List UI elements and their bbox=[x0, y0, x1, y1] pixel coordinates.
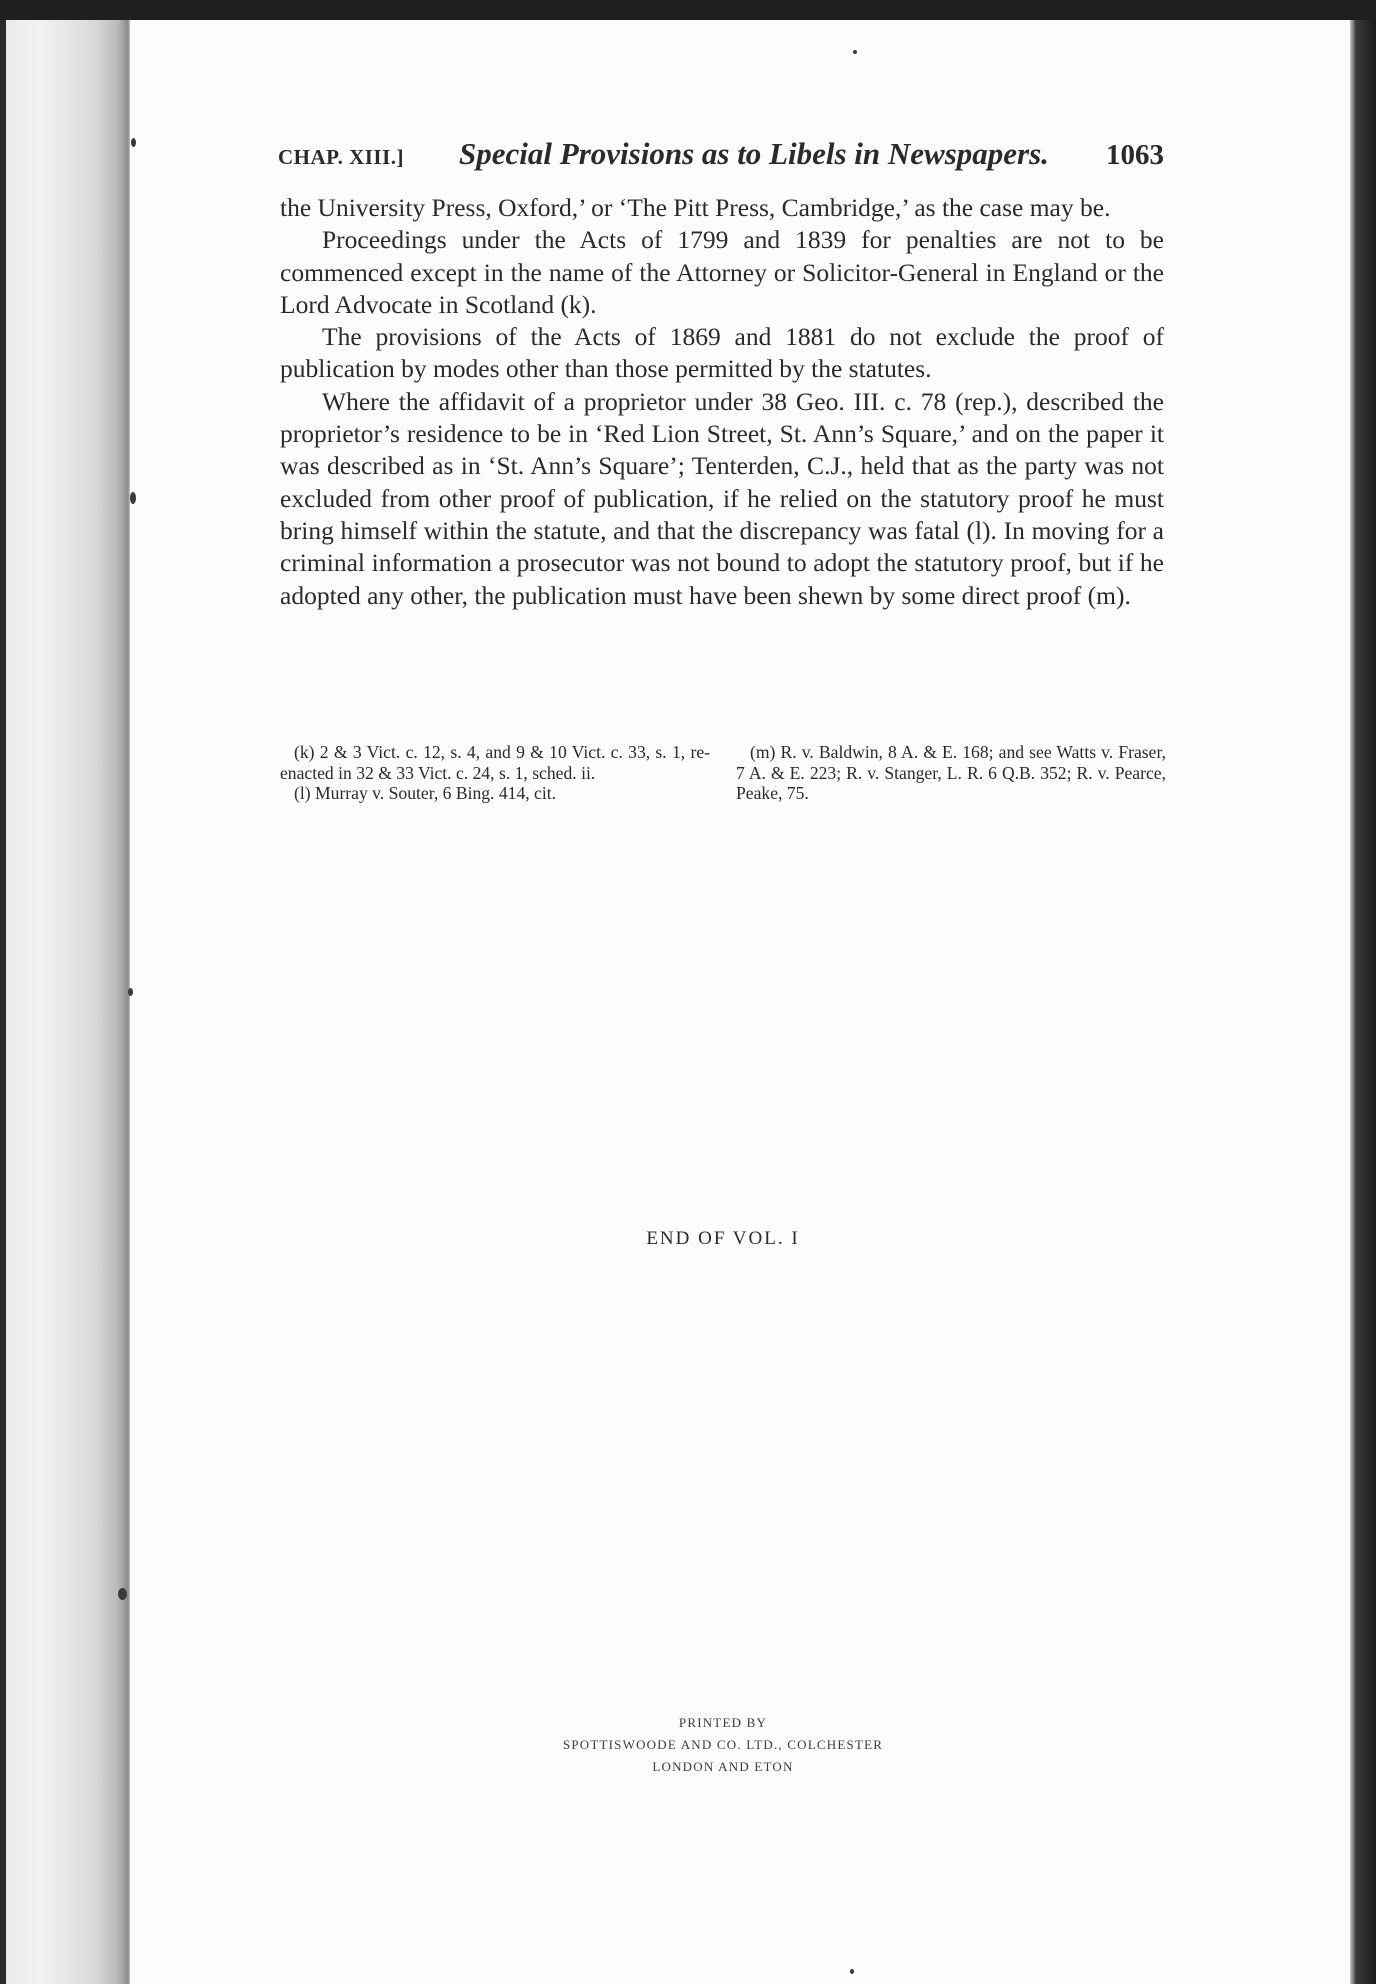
binding-speck bbox=[118, 1588, 127, 1600]
page-number: 1063 bbox=[1106, 139, 1164, 171]
body-text bbox=[280, 192, 1164, 612]
binding-speck bbox=[128, 988, 133, 996]
page-speck bbox=[850, 1969, 854, 1974]
running-title: Special Provisions as to Libels in Newspapers. bbox=[459, 136, 1049, 171]
footnotes bbox=[280, 742, 1166, 804]
paragraph: Proceedings under the Acts of 1799 and 1839 for penalties are not to be commenced except in the name of the Attorney or Solicitor-General in England or the Lord Advocate in Scotland (k). bbox=[280, 225, 1164, 319]
footnote-l: (l) Murray v. Souter, 6 Bing. 414, cit. bbox=[294, 783, 557, 804]
footnote-k: (k) 2 & 3 Vict. c. 12, s. 4, and 9 & 10 Vict. c. 33, s. 1, re-enacted in 32 & 33 Vict. c. 24, s. 1, sched. ii. bbox=[280, 742, 710, 783]
running-head bbox=[278, 136, 1164, 176]
footnotes-right-column bbox=[736, 742, 1166, 804]
imprint-line: LONDON AND ETON bbox=[652, 1759, 794, 1774]
scan-left-border bbox=[0, 20, 6, 1984]
printer-imprint bbox=[280, 1712, 1166, 1778]
scan-right-border bbox=[1350, 20, 1376, 1984]
footnotes-left-column bbox=[280, 742, 710, 804]
paragraph: Where the affidavit of a proprietor under 38 Geo. III. c. 78 (rep.), described the proprietor’s residence to be in ‘Red Lion Street, St. Ann’s Square,’ and on the paper it was described as in ‘St. Ann’s Square’; Tenterden, C.J., held that as the party was not excluded from other proof of publication, if he relied on the statutory proof he must bring himself within the statute, and that the discrepancy was fatal (l). In moving for a criminal information a prosecutor was not bound to adopt the statutory proof, but if he adopted any other, the publication must have been shewn by some direct proof (m). bbox=[280, 386, 1164, 610]
binding-speck bbox=[131, 138, 136, 147]
imprint-line: PRINTED BY bbox=[678, 1715, 768, 1730]
scan-top-border bbox=[0, 0, 1376, 20]
footnote-m: (m) R. v. Baldwin, 8 A. & E. 168; and see Watts v. Fraser, 7 A. & E. 223; R. v. Stanger, L. R. 6 Q.B. 352; R. v. Pearce, Peake, 75. bbox=[736, 742, 1166, 804]
paragraph: The provisions of the Acts of 1869 and 1881 do not exclude the proof of publication by modes other than those permitted by the statutes. bbox=[280, 322, 1164, 384]
chapter-label: CHAP. XIII.] bbox=[278, 145, 404, 169]
paragraph: the University Press, Oxford,’ or ‘The Pitt Press, Cambridge,’ as the case may be. bbox=[280, 193, 1111, 222]
end-of-volume: END OF VOL. I bbox=[646, 1228, 800, 1249]
book-gutter-shadow bbox=[0, 20, 130, 1984]
imprint-line: SPOTTISWOODE AND CO. LTD., COLCHESTER bbox=[562, 1737, 884, 1752]
binding-speck bbox=[130, 492, 136, 504]
page-speck bbox=[853, 50, 857, 54]
